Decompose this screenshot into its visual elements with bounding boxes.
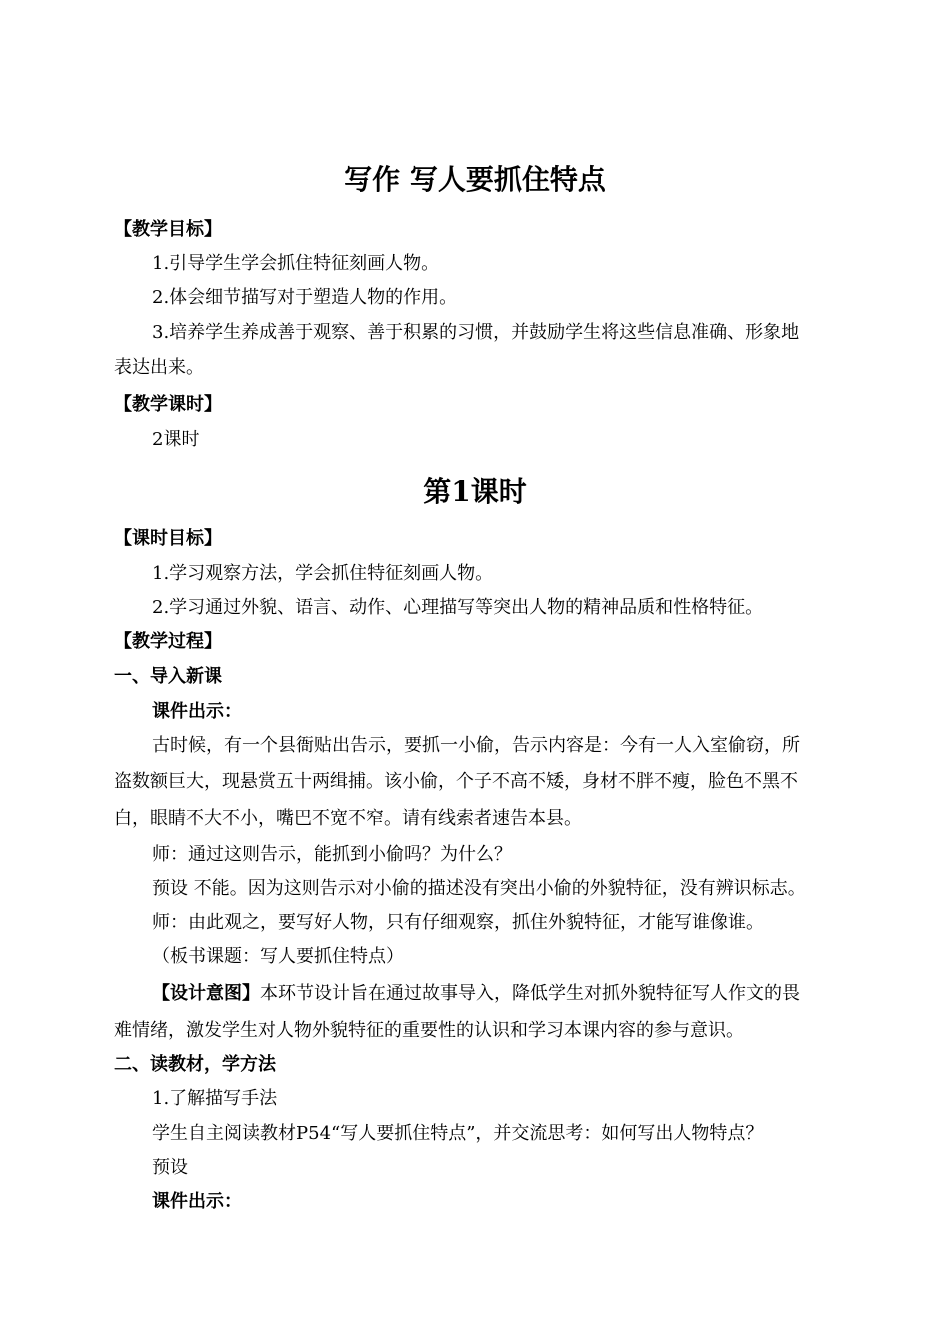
lesson-objective-item: 2.学习通过外貌、语言、动作、心理描写等突出人物的精神品质和性格特征。 (152, 597, 764, 618)
board-note: （板书课题：写人要抓住特点） (152, 946, 404, 967)
teacher-question: 师：通过这则告示，能抓到小偷吗？为什么？ (152, 844, 512, 865)
teacher-comment: 师：由此观之，要写好人物，只有仔细观察，抓住外貌特征，才能写谁像谁。 (152, 912, 764, 933)
story-line: 古时候，有一个县衙贴出告示，要抓一小偷，告示内容是：今有一人入室偷窃，所 (152, 735, 800, 756)
objective-item: 3.培养学生养成善于观察、善于积累的习惯，并鼓励学生将这些信息准确、形象地 (152, 322, 800, 343)
courseware-label: 课件出示： (152, 1191, 242, 1212)
lesson-title: 第1课时 (423, 475, 527, 508)
objective-item-continued: 表达出来。 (114, 357, 204, 378)
hours-value: 2课时 (152, 429, 200, 450)
reading-task: 学生自主阅读教材P54“写人要抓住特点”，并交流思考：如何写出人物特点？ (152, 1123, 764, 1144)
design-intent (152, 983, 800, 1005)
design-intent-label: 【设计意图】 (152, 983, 260, 1004)
process-heading: 【教学过程】 (114, 631, 222, 652)
design-intent-continued: 难情绪，激发学生对人物外貌特征的重要性的认识和学习本课内容的参与意识。 (114, 1020, 744, 1041)
objective-item: 2.体会细节描写对于塑造人物的作用。 (152, 287, 458, 308)
courseware-label: 课件出示： (152, 701, 242, 722)
preset-answer: 预设 不能。因为这则告示对小偷的描述没有突出小偷的外貌特征，没有辨识标志。 (152, 878, 806, 899)
objectives-heading: 【教学目标】 (114, 219, 222, 240)
preset-label: 预设 (152, 1157, 188, 1178)
section-heading: 二、读教材，学方法 (114, 1054, 276, 1075)
story-line: 盗数额巨大，现悬赏五十两缉捕。该小偷，个子不高不矮，身材不胖不瘦，脸色不黑不 (114, 771, 798, 792)
document-title: 写作 写人要抓住特点 (344, 163, 606, 196)
story-line: 白，眼睛不大不小，嘴巴不宽不窄。请有线索者速告本县。 (114, 808, 582, 829)
lesson-objective-item: 1.学习观察方法，学会抓住特征刻画人物。 (152, 563, 494, 584)
section-heading: 一、导入新课 (114, 666, 222, 687)
objective-item: 1.引导学生学会抓住特征刻画人物。 (152, 253, 440, 274)
lesson-objectives-heading: 【课时目标】 (114, 528, 222, 549)
design-intent-text: 本环节设计旨在通过故事导入，降低学生对抓外貌特征写人作文的畏 (260, 983, 800, 1004)
subsection-heading: 1.了解描写手法 (152, 1088, 278, 1109)
hours-heading: 【教学课时】 (114, 394, 222, 415)
